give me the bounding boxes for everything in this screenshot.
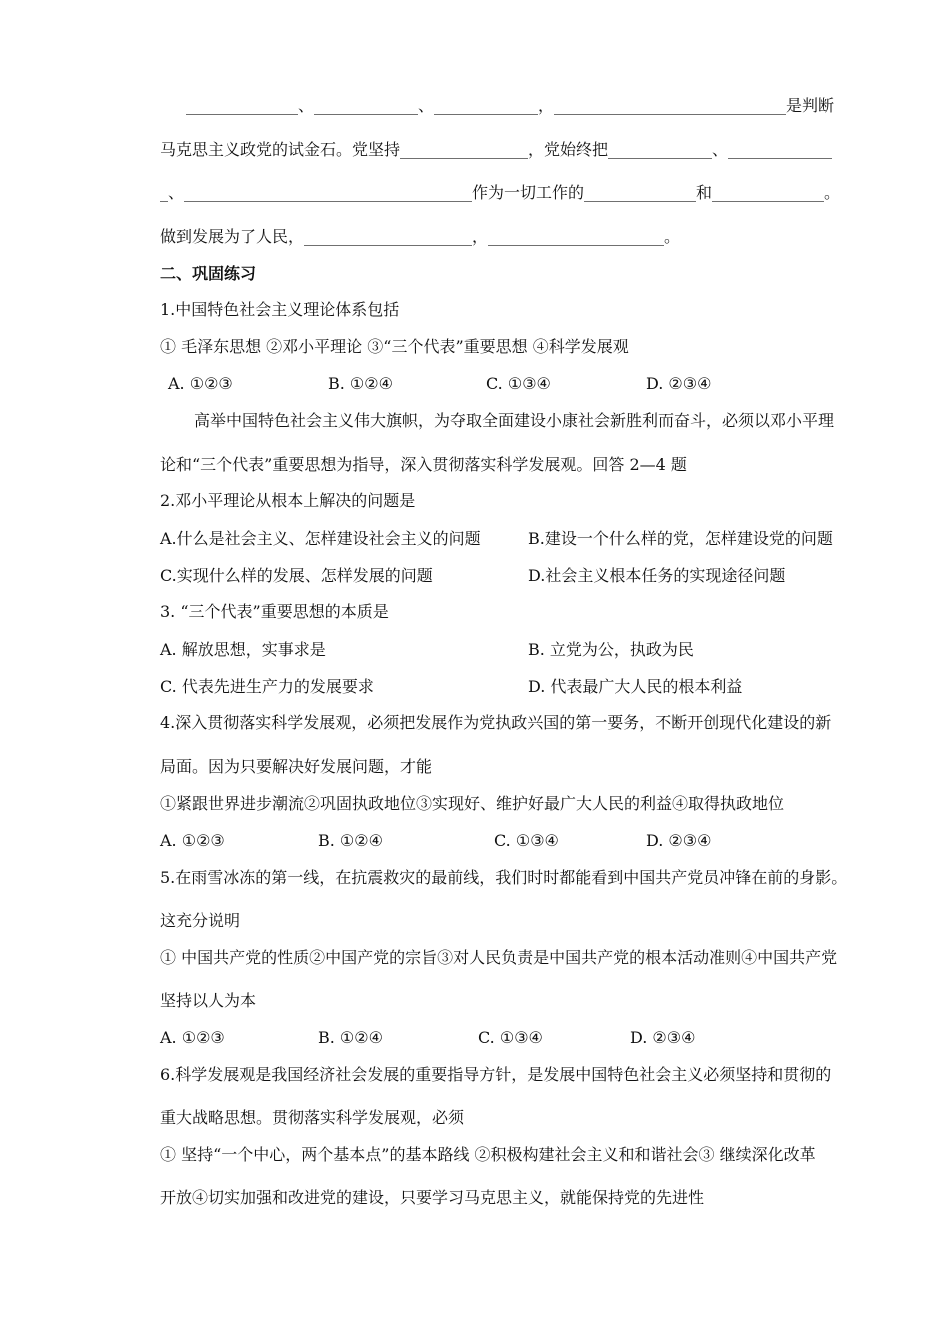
q3-stem: 3. “三个代表”重要思想的本质是 [160, 602, 389, 621]
q3-option-a: A. 解放思想，实事求是 [160, 640, 326, 659]
q5-option-a: A. ①②③ [160, 1028, 225, 1047]
q6-stem-line-1: 6.科学发展观是我国经济社会发展的重要指导方针，是发展中国特色社会主义必须坚持和贯彻的 [160, 1065, 832, 1084]
q3-option-c: C. 代表先进生产力的发展要求 [160, 677, 374, 696]
fill-blank-line-1: ______________、_____________、_____________，_____________________________是判断 [186, 96, 835, 115]
q2-option-a: A.什么是社会主义、怎样建设社会主义的问题 [160, 529, 481, 548]
q1-option-c: C. ①③④ [486, 374, 551, 393]
q4-stem-line-1: 4.深入贯彻落实科学发展观，必须把发展作为党执政兴国的第一要务，不断开创现代化建设的新 [160, 713, 832, 732]
q4-option-b: B. ①②④ [318, 831, 383, 850]
q5-option-d: D. ②③④ [630, 1028, 696, 1047]
q2-option-d: D.社会主义根本任务的实现途径问题 [528, 566, 786, 585]
q2-stem: 2.邓小平理论从根本上解决的问题是 [160, 491, 416, 510]
q4-stem-line-2: 局面。因为只要解决好发展问题，才能 [160, 757, 433, 776]
q5-stem-line-1: 5.在雨雪冰冻的第一线，在抗震救灾的最前线，我们时时都能看到中国共产党员冲锋在前的身影。 [160, 868, 848, 887]
q5-option-b: B. ①②④ [318, 1028, 383, 1047]
q6-items-line-2: 开放④切实加强和改进党的建设，只要学习马克思主义，就能保持党的先进性 [160, 1188, 705, 1207]
q3-option-b: B. 立党为公，执政为民 [528, 640, 694, 659]
q1-stem: 1.中国特色社会主义理论体系包括 [160, 300, 400, 319]
q1-items: ① 毛泽东思想 ②邓小平理论 ③“三个代表”重要思想 ④科学发展观 [160, 337, 629, 356]
q1-option-b: B. ①②④ [328, 374, 393, 393]
q4-option-c: C. ①③④ [494, 831, 559, 850]
q2-option-c: C.实现什么样的发展、怎样发展的问题 [160, 566, 433, 585]
q2-option-b: B.建设一个什么样的党，怎样建设党的问题 [528, 529, 833, 548]
q5-option-c: C. ①③④ [478, 1028, 543, 1047]
q4-items: ①紧跟世界进步潮流②巩固执政地位③实现好、维护好最广大人民的利益④取得执政地位 [160, 794, 785, 813]
q5-stem-line-2: 这充分说明 [160, 911, 241, 930]
section-title: 二、巩固练习 [160, 264, 257, 283]
q5-items-line-2: 坚持以人为本 [160, 991, 257, 1010]
passage-line-2: 论和“三个代表”重要思想为指导，深入贯彻落实科学发展观。回答 2—4 题 [160, 455, 687, 474]
fill-blank-line-3: _、____________________________________作为一切工作的______________和______________。 [160, 183, 841, 202]
q6-items-line-1: ① 坚持“一个中心，两个基本点”的基本路线 ②积极构建社会主义和和谐社会③ 继续深化改革 [160, 1145, 816, 1164]
q5-items-line-1: ① 中国共产党的性质②中国产党的宗旨③对人民负责是中国共产党的根本活动准则④中国共产党 [160, 948, 838, 967]
q3-option-d: D. 代表最广大人民的根本利益 [528, 677, 743, 696]
q4-option-d: D. ②③④ [646, 831, 712, 850]
fill-blank-line-4: 做到发展为了人民，_____________________，______________________。 [160, 227, 681, 246]
q6-stem-line-2: 重大战略思想。贯彻落实科学发展观，必须 [160, 1108, 465, 1127]
passage-line-1: 高举中国特色社会主义伟大旗帜，为夺取全面建设小康社会新胜利而奋斗，必须以邓小平理 [194, 411, 835, 430]
q1-option-a: A. ①②③ [168, 374, 233, 393]
q1-option-d: D. ②③④ [646, 374, 712, 393]
q4-option-a: A. ①②③ [160, 831, 225, 850]
fill-blank-line-2: 马克思主义政党的试金石。党坚持________________，党始终把_____________、_____________ [160, 140, 833, 159]
